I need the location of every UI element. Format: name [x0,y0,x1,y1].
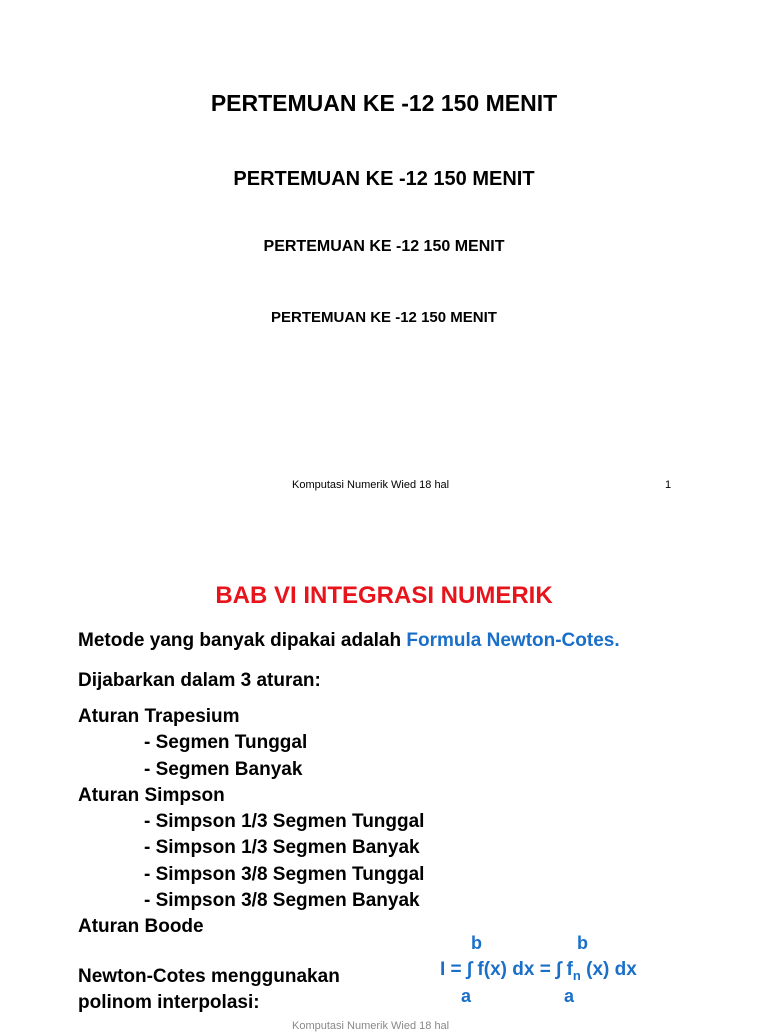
slide1-page-number: 1 [665,479,672,491]
formula-subscript: n [572,967,581,983]
formula-lhs: I = ∫ f(x) dx = ∫ f [440,959,573,980]
rule-boode: Aturan Boode [78,916,204,937]
trapesium-item: - Segmen Tunggal [144,732,308,753]
slide1-heading-4: PERTEMUAN KE -12 150 MENIT [271,309,497,326]
integral-lower-limit-1: a [461,986,472,1006]
integral-upper-limit-2: b [577,933,588,953]
intro-line [78,630,620,652]
slide1-heading-3: PERTEMUAN KE -12 150 MENIT [263,238,505,255]
simpson-item: - Simpson 1/3 Segmen Banyak [144,837,420,858]
slide1-heading-2: PERTEMUAN KE -12 150 MENIT [233,168,535,190]
formula-rhs: (x) dx [580,959,637,980]
intro-highlight: Formula Newton-Cotes. [406,630,620,651]
rule-trapesium: Aturan Trapesium [78,706,240,727]
intro-prefix: Metode yang banyak dipakai adalah [78,630,407,651]
simpson-item: - Simpson 3/8 Segmen Tunggal [144,864,425,885]
trapesium-item: - Segmen Banyak [144,759,303,780]
rule-simpson: Aturan Simpson [78,785,225,806]
slide-2 [0,520,768,1032]
integral-formula [440,959,637,983]
slide2-title: BAB VI INTEGRASI NUMERIK [215,582,553,609]
simpson-item: - Simpson 3/8 Segmen Banyak [144,890,420,911]
slide1-heading-1: PERTEMUAN KE -12 150 MENIT [210,90,558,116]
integral-lower-limit-2: a [564,986,575,1006]
rules-intro: Dijabarkan dalam 3 aturan: [78,670,321,691]
slide2-footer: Komputasi Numerik Wied 18 hal [292,1020,450,1032]
newton-text-2: polinom interpolasi: [78,992,260,1013]
slide1-footer: Komputasi Numerik Wied 18 hal [292,479,450,491]
simpson-item: - Simpson 1/3 Segmen Tunggal [144,811,425,832]
integral-upper-limit-1: b [471,933,482,953]
newton-text-1: Newton-Cotes menggunakan [78,966,340,987]
